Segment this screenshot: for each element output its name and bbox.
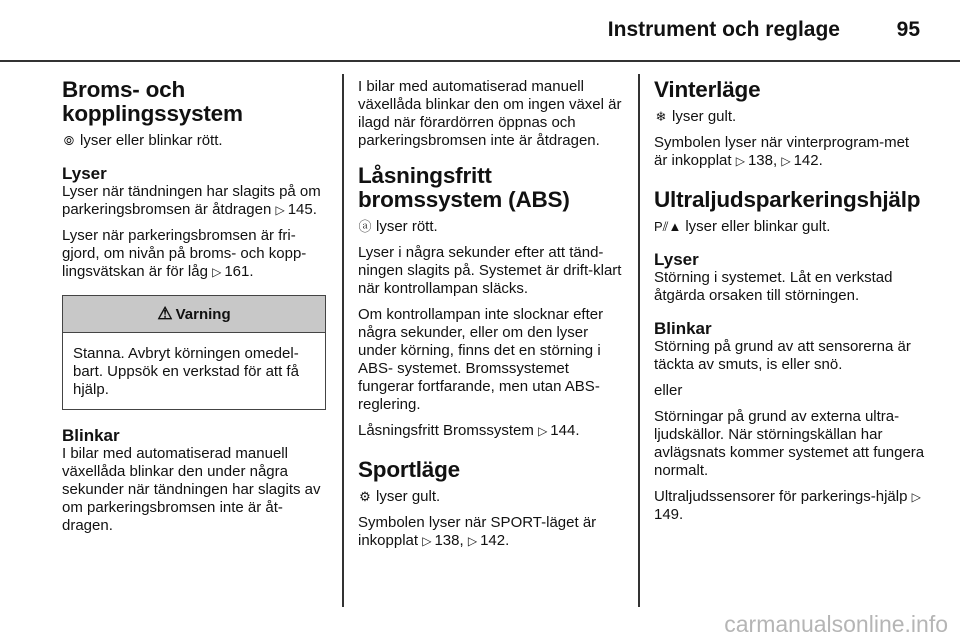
- warning-title: Varning: [175, 306, 231, 323]
- warning-box: [62, 295, 326, 410]
- sport-intro-text: lyser gult.: [376, 488, 441, 505]
- column-2: [358, 78, 626, 558]
- sport-text: Symbolen lyser när SPORT-läget är inkopplat: [358, 514, 597, 549]
- sensor-text: Ultraljudssensorer för parkerings-hjälp: [654, 488, 908, 505]
- header-divider: [0, 60, 960, 62]
- abs-intro-text: lyser rött.: [376, 218, 438, 235]
- sport-paragraph: [358, 514, 626, 550]
- page-reference[interactable]: 138,: [434, 532, 464, 549]
- page-reference-icon: ▷: [212, 265, 222, 279]
- lyser-paragraph-1: [62, 183, 326, 219]
- snowflake-icon: ❄: [655, 109, 667, 124]
- column-divider-2: [638, 74, 640, 607]
- watermark: carmanualsonline.info: [724, 611, 948, 637]
- winter-paragraph: [654, 134, 926, 170]
- page-reference[interactable]: 149.: [654, 506, 684, 523]
- abs-paragraph-2: Om kontrollampan inte slocknar efter några sekunder, eller om den lyser under körning, finns det en störning i ABS- systemet. Bromssystemet fungerar fortfarande, men utan ABS- reglering.: [358, 306, 604, 413]
- section-heading-parking-assist: Ultraljudsparkeringshjälp: [654, 187, 921, 212]
- parking-intro-text: lyser eller blinkar gult.: [685, 218, 831, 235]
- blinkar-text: I bilar med automatiserad manuell växellåda blinkar den under några sekunder när tändningen har slagits av om parkeringsbromsen inte är åt-dragen.: [62, 445, 321, 534]
- page-reference[interactable]: 161.: [224, 263, 254, 280]
- subheading-blinkar: Blinkar: [62, 426, 120, 445]
- brake-intro: [62, 132, 326, 150]
- abs-icon: ⓐ: [358, 219, 372, 234]
- warning-text: Stanna. Avbryt körningen omedel-bart. Uppsök en verkstad för att få hjälp.: [73, 345, 299, 398]
- page-reference[interactable]: 144.: [550, 422, 580, 439]
- lyser-paragraph-2: [62, 227, 326, 281]
- section-heading-winter: Vinterläge: [654, 77, 761, 102]
- lyser-text-2: Lyser när parkeringsbromsen är fri-gjord, om nivån på broms- och kopp-lingsvätskan är för låg: [62, 227, 307, 280]
- brake-warning-icon: ⦾: [63, 133, 75, 148]
- brake-intro-text: lyser eller blinkar rött.: [80, 132, 223, 149]
- page-reference[interactable]: 138,: [747, 152, 778, 169]
- lyser-text-1: Lyser när tändningen har slagits på om parkeringsbromsen är åtdragen: [62, 183, 321, 218]
- page-reference-icon: ▷: [467, 534, 478, 548]
- page-header: [0, 0, 960, 60]
- abs-paragraph-1: Lyser i några sekunder efter att tänd-ningen slagits på. Systemet är drift-klart när kontrollampan släcks.: [358, 244, 622, 297]
- warning-header: [63, 296, 325, 333]
- winter-text: Symbolen lyser när vinterprogram-met är inkopplat: [654, 134, 910, 169]
- page-reference[interactable]: 142.: [480, 532, 510, 549]
- sport-intro: [358, 488, 626, 506]
- abs-reference-line: [358, 422, 626, 440]
- parking-intro: [654, 218, 926, 236]
- parking-blinkar-text-3: Störningar på grund av externa ultra-ljudskällor. När störningskällan har avlägsnats kommer systemet att fungera normalt.: [654, 408, 925, 479]
- parking-blinkar-text-1: Störning på grund av att sensorerna är täckta av smuts, is eller snö.: [654, 338, 911, 373]
- section-heading-brake-clutch: Broms- och kopplingssystem: [62, 77, 243, 126]
- subheading-lyser: Lyser: [654, 250, 699, 269]
- subheading-lyser: Lyser: [62, 164, 107, 183]
- page-reference[interactable]: 145.: [287, 201, 317, 218]
- winter-intro-text: lyser gult.: [672, 108, 737, 125]
- parking-lyser-text: Störning i systemet. Låt en verkstad åtgärda orsaken till störningen.: [654, 269, 893, 304]
- page-reference[interactable]: 142.: [793, 152, 823, 169]
- winter-intro: [654, 108, 926, 126]
- section-heading-abs: Låsningsfritt bromssystem (ABS): [358, 163, 570, 212]
- section-heading-sport: Sportläge: [358, 457, 460, 482]
- column-1: [62, 78, 326, 543]
- subheading-blinkar: Blinkar: [654, 319, 712, 338]
- parking-assist-icon: P⫽▲: [654, 219, 682, 234]
- parking-blinkar-text-2: eller: [654, 382, 683, 399]
- page-reference-icon: ▷: [735, 154, 745, 168]
- page-number: 95: [896, 18, 920, 41]
- page-header-title: Instrument och reglage: [607, 18, 840, 41]
- warning-triangle-icon: ⚠: [157, 304, 173, 323]
- automatic-gearbox-text: I bilar med automatiserad manuell växellåda blinkar den om ingen växel är ilagd när förardörren öppnas och parkeringsbromsen inte är åtdragen.: [358, 78, 622, 149]
- abs-reference-text: Låsningsfritt Bromssystem: [358, 422, 534, 439]
- abs-intro: [358, 218, 626, 236]
- page-reference-icon: ▷: [781, 154, 791, 168]
- sensor-reference-line: [654, 488, 926, 524]
- page-reference-icon: ▷: [275, 203, 285, 217]
- page-reference-icon: ▷: [911, 490, 921, 504]
- page-reference-icon: ▷: [422, 534, 432, 548]
- sport-mode-icon: ⚙: [359, 489, 371, 504]
- column-divider-1: [342, 74, 344, 607]
- page-reference-icon: ▷: [538, 424, 548, 438]
- column-3: [654, 78, 926, 532]
